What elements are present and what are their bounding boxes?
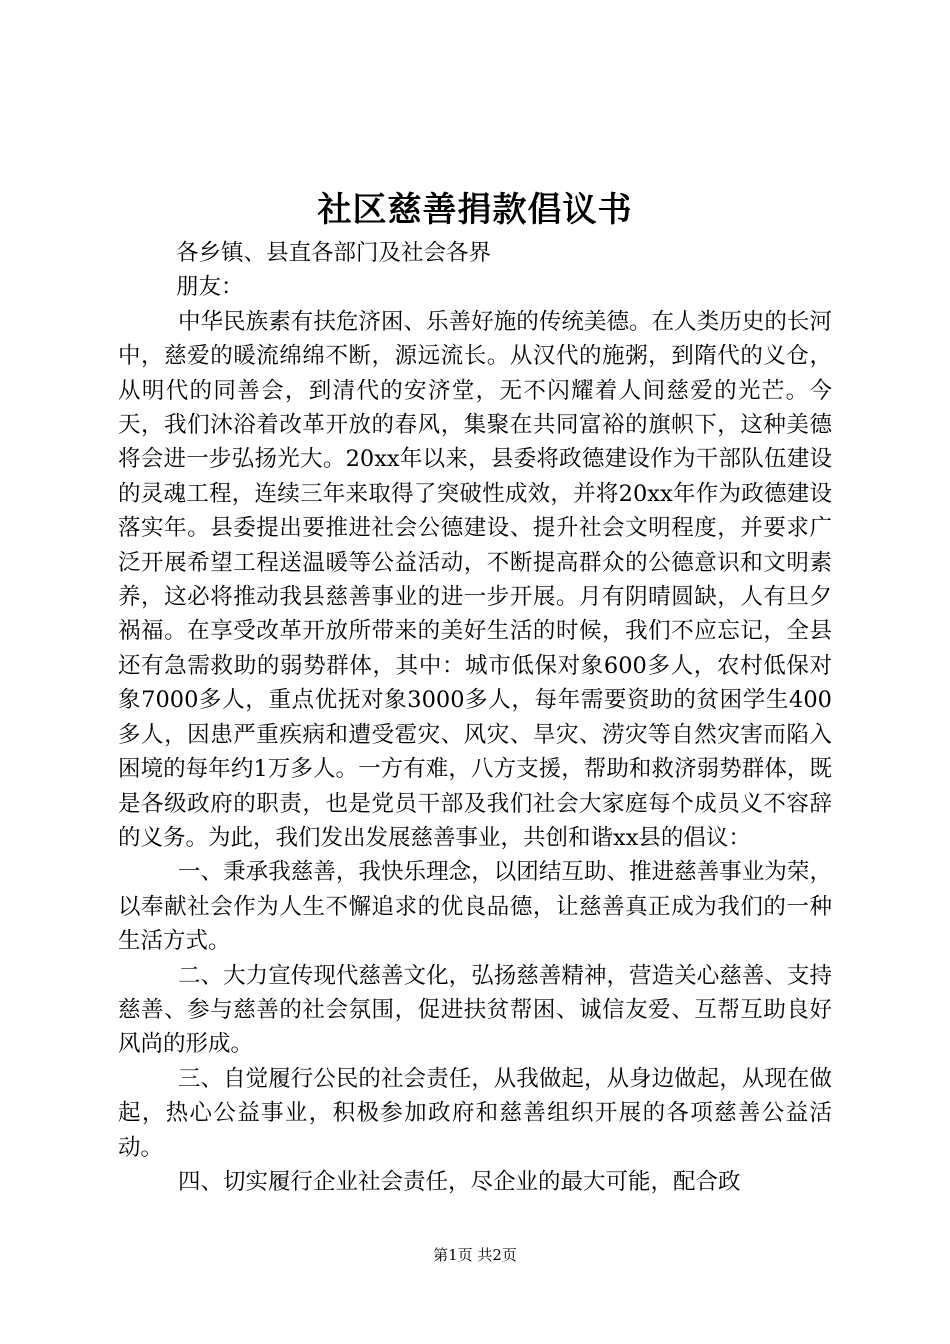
paragraph-intro: 中华民族素有扶危济困、乐善好施的传统美德。在人类历史的长河中，慈爱的暖流绵绵不断，源远流长。从汉代的施粥，到隋代的义仓，从明代的同善会，到清代的安济堂，无不闪耀着人间慈爱的光芒。今天，我们沐浴着改革开放的春风，集聚在共同富裕的旗帜下，这种美德将会进一步弘扬光大。20xx年以来，县委将政德建设作为干部队伍建设的灵魂工程，连续三年来取得了突破性成效，并将20xx年作为政德建设落实年。县委提出要推进社会公德建设、提升社会文明程度，并要求广泛开展希望工程送温暖等公益活动，不断提高群众的公德意识和文明素养，这必将推动我县慈善事业的进一步开展。月有阴晴圆缺，人有旦夕祸福。在享受改革开放所带来的美好生活的时候，我们不应忘记，全县还有急需救助的弱势群体，其中：城市低保对象600多人，农村低保对象7000多人，重点优抚对象3000多人，每年需要资助的贫困学生400多人，因患严重疾病和遭受雹灾、风灾、旱灾、涝灾等自然灾害而陷入困境的每年约1万多人。一方有难，八方支援，帮助和救济弱势群体，既是各级政府的职责，也是党员干部及我们社会大家庭每个成员义不容辞的义务。为此，我们发出发展慈善事业，共创和谐xx县的倡议： [118, 308, 832, 851]
paragraph-proposal-2: 二、大力宣传现代慈善文化，弘扬慈善精神，营造关心慈善、支持慈善、参与慈善的社会氛围，促进扶贫帮困、诚信友爱、互帮互助良好风尚的形成。 [118, 962, 832, 1058]
page-number-footer: 第1页 共2页 [433, 1246, 517, 1264]
document-title: 社区慈善捐款倡议书 [317, 190, 633, 230]
paragraph-proposal-3: 三、自觉履行公民的社会责任，从我做起，从身边做起，从现在做起，热心公益事业，积极参加政府和慈善组织开展的各项慈善公益活动。 [118, 1065, 832, 1161]
paragraph-proposal-1: 一、秉承我慈善，我快乐理念，以团结互助、推进慈善事业为荣，以奉献社会作为人生不懈追求的优良品德，让慈善真正成为我们的一种生活方式。 [118, 859, 832, 955]
salutation-line-1: 各乡镇、县直各部门及社会各界 [176, 240, 492, 266]
paragraph-proposal-4: 四、切实履行企业社会责任，尽企业的最大可能，配合政 [178, 1168, 741, 1195]
salutation-line-2: 朋友： [176, 274, 244, 301]
document-body [118, 236, 832, 1199]
